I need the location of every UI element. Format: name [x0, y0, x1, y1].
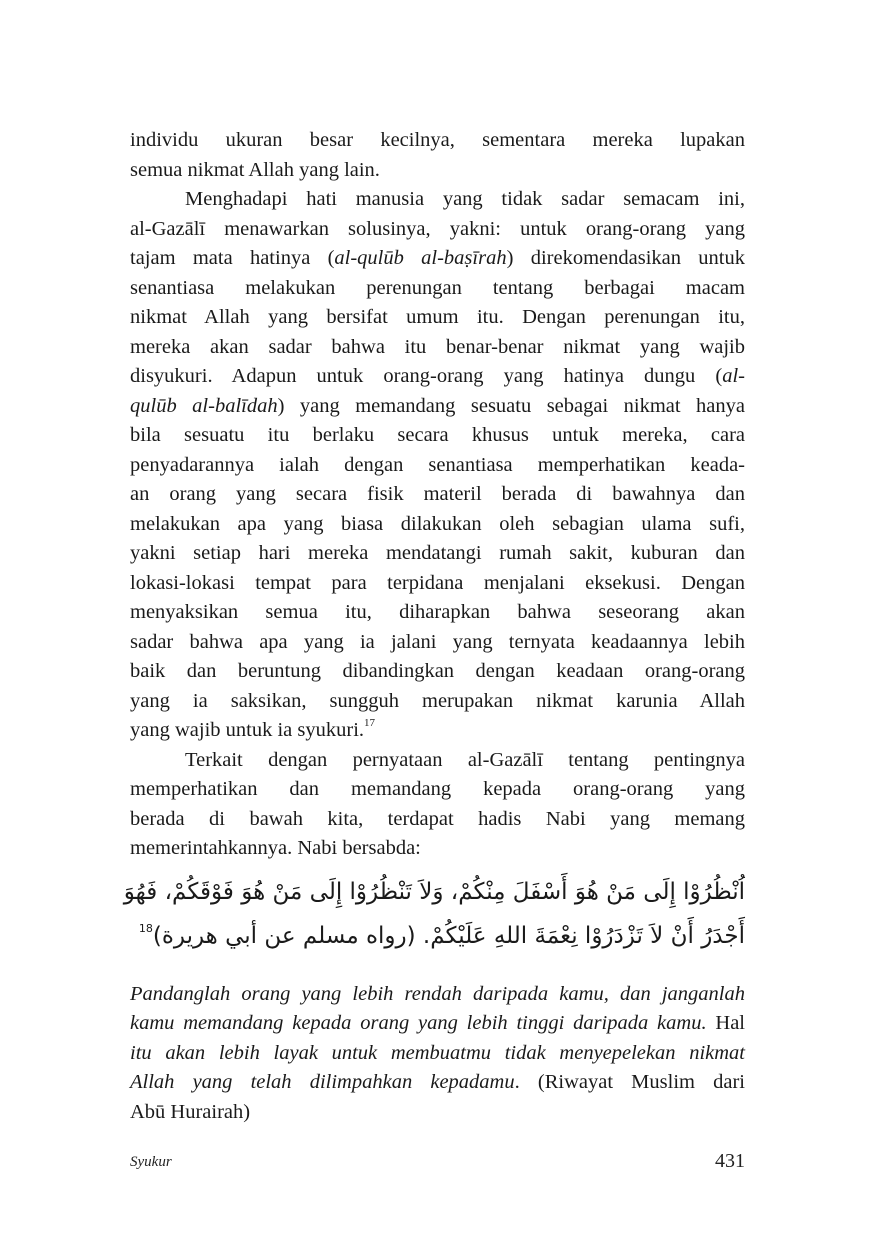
text-line	[130, 392, 745, 422]
footnote-marker[interactable]: 17	[364, 717, 376, 730]
text-line: baik dan beruntung dibandingkan dengan keadaan orang-orang	[130, 660, 745, 682]
text-line: Menghadapi hati manusia yang tidak sadar semacam ini,	[185, 188, 745, 210]
hadith-translation	[130, 980, 745, 1128]
translation-italic: kamu memandang kepada orang yang lebih tinggi daripada kamu.	[130, 1012, 707, 1034]
text-line: sadar bahwa apa yang ia jalani yang ternyata keadaannya lebih	[130, 630, 745, 653]
text-line: yakni setiap hari mereka mendatangi rumah sakit, kuburan dan	[130, 542, 745, 564]
text-line: senantiasa melakukan perenungan tentang berbagai macam	[130, 276, 745, 299]
text-line	[130, 362, 745, 392]
text-line	[130, 1068, 745, 1098]
paragraph-gazali-solution	[130, 185, 745, 746]
text-line	[130, 1039, 745, 1069]
text-line	[130, 980, 745, 1010]
translation-italic: Pandanglah orang yang lebih rendah daripada kamu, dan janganlah	[130, 982, 745, 1005]
text-fragment: ) direkomendasikan untuk	[506, 247, 745, 269]
paragraph-continuation	[130, 126, 745, 185]
text-fragment: ) yang memandang sesuatu sebagai nikmat hanya	[277, 394, 745, 417]
arabic-term-transliteration: al-qulūb al-baṣīrah	[334, 247, 507, 269]
hadith-arabic-text	[123, 870, 745, 958]
text-line: Abū Hurairah)	[130, 1100, 251, 1123]
text-line: memperhatikan dan memandang kepada orang-orang yang	[130, 778, 745, 800]
text-line: nikmat Allah yang bersifat umum itu. Dengan perenungan itu,	[130, 306, 745, 328]
arabic-line	[130, 914, 745, 958]
arabic-fragment: أَجْدَرُ أَنْ لاَ تَزْدَرُوْا نِعْمَةَ اللهِ عَلَيْكُمْ. (رواه مسلم عن أبي هريرة)	[152, 922, 745, 949]
text-fragment: . (Riwayat Muslim dari	[514, 1071, 745, 1093]
text-line: individu ukuran besar kecilnya, sementara mereka lupakan	[130, 129, 745, 151]
text-line: an orang yang secara fisik materil berada di bawahnya dan	[130, 483, 745, 505]
page-body	[123, 126, 745, 1127]
text-line: Terkait dengan pernyataan al-Gazālī tentang pentingnya	[185, 748, 745, 771]
text-line: penyadarannya ialah dengan senantiasa memperhatikan keada-	[130, 453, 745, 476]
text-line: memerintahkannya. Nabi bersabda:	[130, 837, 421, 859]
footnote-marker[interactable]: 18	[138, 921, 153, 935]
text-line: menyaksikan semua itu, diharapkan bahwa seseorang akan	[130, 601, 745, 623]
arabic-term-transliteration: qulūb al-balīdah	[130, 394, 278, 417]
text-line	[130, 244, 745, 274]
text-fragment: disyukuri. Adapun untuk orang-orang yang hatinya dungu (	[130, 365, 723, 387]
text-fragment: tajam mata hatinya (	[130, 247, 335, 269]
text-line: yang ia saksikan, sungguh merupakan nikmat karunia Allah	[130, 689, 745, 712]
text-fragment: yang wajib untuk ia syukuri.	[130, 719, 365, 741]
text-line: semua nikmat Allah yang lain.	[130, 158, 380, 181]
text-fragment: Hal	[706, 1012, 745, 1034]
arabic-line: اُنْظُرُوْا إِلَى مَنْ هُوَ أَسْفَلَ مِنْكُمْ، وَلاَ تَنْظُرُوْا إِلَى مَنْ هُوَ فَوْقَكُمْ، فَهُوَ	[123, 878, 745, 905]
translation-italic: Allah yang telah dilimpahkan kepadamu	[130, 1071, 515, 1093]
text-line	[130, 1009, 745, 1039]
text-line	[130, 716, 745, 746]
running-head: Syukur	[130, 1154, 172, 1170]
text-line: berada di bawah kita, terdapat hadis Nabi yang memang	[130, 807, 745, 830]
text-line: mereka akan sadar bahwa itu benar-benar nikmat yang wajib	[130, 335, 745, 358]
text-line: bila sesuatu itu berlaku secara khusus untuk mereka, cara	[130, 424, 745, 446]
text-line: melakukan apa yang biasa dilakukan oleh sebagian ulama sufi,	[130, 512, 745, 535]
text-line: lokasi-lokasi tempat para terpidana menjalani eksekusi. Dengan	[130, 571, 745, 594]
page-number: 431	[715, 1150, 745, 1172]
arabic-term-transliteration: al-	[722, 365, 745, 387]
text-line: al-Gazālī menawarkan solusinya, yakni: untuk orang-orang yang	[130, 217, 745, 240]
paragraph-hadith-intro	[130, 746, 745, 864]
translation-italic: itu akan lebih layak untuk membuatmu tidak menyepelekan nikmat	[130, 1041, 745, 1064]
